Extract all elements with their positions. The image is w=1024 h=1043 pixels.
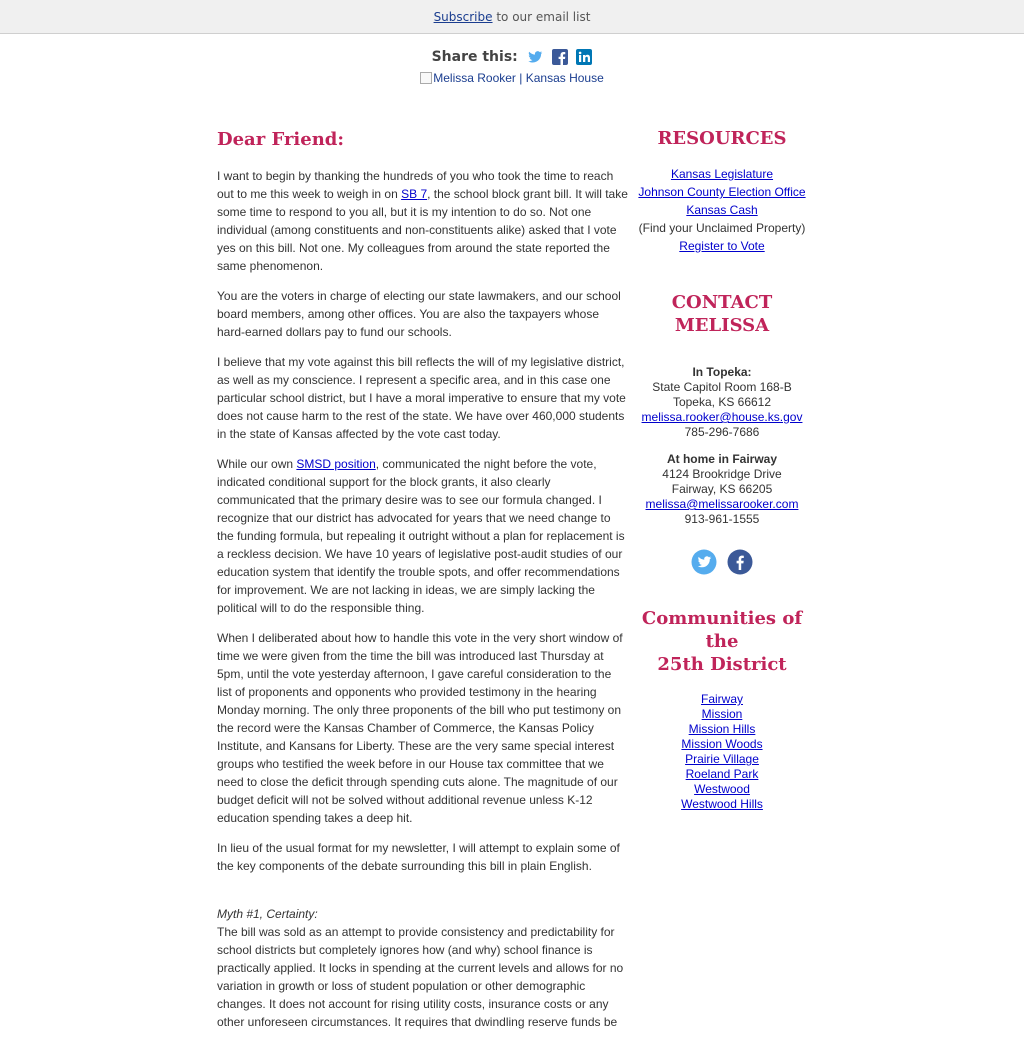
letter-paragraph: The bill was sold as an attempt to provide consistency and predictability for school districts but completely ignores how (and why) school finance is practically applied. It locks in spending at the current levels and allows for no variation in growth or loss of student population or other demographic changes. It does not account for rising utility costs, insurance costs or any other unforeseen circumstances. It requires that dwindling reserve funds be xyxy=(217,925,624,1029)
letter-paragraph: In lieu of the usual format for my newsletter, I will attempt to explain some of the key components of the debate surrounding this bill in plain English. xyxy=(217,841,620,873)
share-label: Share this: xyxy=(431,49,518,65)
community-link[interactable]: Mission Hills xyxy=(688,722,756,736)
community-link[interactable]: Westwood Hills xyxy=(681,797,763,811)
letter-paragraph: You are the voters in charge of electing our state lawmakers, and our school board members, among other offices. You are also the taxpayers whose hard-earned dollars pay to fund our schools. xyxy=(217,289,621,339)
kansas-cash-link[interactable]: Kansas Cash xyxy=(686,203,758,217)
resources-heading: RESOURCES xyxy=(657,128,787,149)
letter-paragraph: I want to begin by thanking the hundreds of you who took the time to reach out to me this week to weigh in on SB 7, the school block grant bill. It will take some time to respond to you all, but it is my intention to do so. Not one individual (among constituents and non-constituents alike) asked that I vote yes on this bill. Not one. My colleagues from around the state reported the same phenomenon. xyxy=(217,169,628,273)
greeting-heading: Dear Friend: xyxy=(217,129,345,150)
twitter-icon[interactable] xyxy=(691,549,717,575)
home-line1: 4124 Brookridge Drive xyxy=(662,467,782,481)
sidebar xyxy=(636,127,808,812)
letter-paragraph: I believe that my vote against this bill reflects the will of my legislative district, as well as my conscience. I represent a specific area, and in this case one particular school district, but I have a moral imperative to ensure that my vote does not cause harm to the rest of the state. We have over 460,000 students in the state of Kansas affected by the vote cast today. xyxy=(217,355,626,441)
resources-list xyxy=(636,165,808,255)
twitter-icon[interactable] xyxy=(527,49,543,65)
contact-heading: CONTACT MELISSA xyxy=(671,292,773,336)
home-line2: Fairway, KS 66205 xyxy=(671,482,773,496)
home-phone: 913-961-1555 xyxy=(684,512,760,526)
subscribe-text: to our email list xyxy=(492,10,591,24)
broken-image-icon xyxy=(420,72,432,84)
community-link[interactable]: Westwood xyxy=(694,782,750,796)
home-address xyxy=(636,452,808,527)
share-bar xyxy=(0,49,1024,69)
community-link[interactable]: Fairway xyxy=(700,692,743,706)
facebook-icon[interactable] xyxy=(552,49,568,65)
community-link[interactable]: Prairie Village xyxy=(685,752,759,766)
unclaimed-property-note: (Find your Unclaimed Property) xyxy=(638,221,806,235)
communities-heading: Communities of the 25th District xyxy=(641,608,803,675)
letter-paragraph: When I deliberated about how to handle this vote in the very short window of time we were given from the time the bill was introduced last Thursday at 5pm, until the vote yesterday afternoon, I gave careful consideration to the list of proponents and opponents who provided testimony in the hearing Monday morning. The only three proponents of the bill who put testimony on the record were the Kansas Chamber of Commerce, the Kansas Policy Institute, and Kansans for Liberty. These are the very same special interest groups who testified the week before in our House tax committee that we need to close the deficit through spending cuts alone. The magnitude of our budget deficit will not be solved without additional revenue unless K-12 education spending takes a deep hit. xyxy=(217,631,623,825)
subscribe-bar xyxy=(0,0,1024,34)
communities-list xyxy=(636,692,808,812)
home-email-link[interactable]: melissa@melissarooker.com xyxy=(645,497,799,511)
topeka-line1: State Capitol Room 168-B xyxy=(652,380,792,394)
community-link[interactable]: Mission xyxy=(701,707,743,721)
community-link[interactable]: Roeland Park xyxy=(685,767,759,781)
topeka-address xyxy=(636,365,808,440)
kansas-legislature-link[interactable]: Kansas Legislature xyxy=(670,167,774,181)
linkedin-icon[interactable] xyxy=(576,49,592,65)
topeka-phone: 785-296-7686 xyxy=(684,425,760,439)
letter-paragraph: While our own SMSD position, communicated the night before the vote, indicated conditional support for the block grants, it also clearly communicated that the primary desire was to see our formula changed. I recognize that our district has advocated for years that we need change to the funding formula, but repealing it outright without a plan for replacement is a reckless decision. We have 10 years of legislative post-audit studies of our education system that identify the trouble spots, and offer recommendations for improvement. We are not lacking in ideas, we are simply lacking the political will to do the responsible thing. xyxy=(217,457,625,615)
facebook-icon[interactable] xyxy=(727,549,753,575)
topeka-heading: In Topeka: xyxy=(692,365,752,379)
banner-alt-text[interactable]: Melissa Rooker | Kansas House xyxy=(433,71,604,85)
sb7-link[interactable]: SB 7 xyxy=(401,187,428,201)
contact-social-icons xyxy=(636,549,808,575)
header-banner-image xyxy=(0,71,1024,87)
topeka-line2: Topeka, KS 66612 xyxy=(672,395,772,409)
register-to-vote-link[interactable]: Register to Vote xyxy=(679,239,765,253)
topeka-email-link[interactable]: melissa.rooker@house.ks.gov xyxy=(641,410,803,424)
smsd-position-link[interactable]: SMSD position xyxy=(296,457,376,471)
home-heading: At home in Fairway xyxy=(666,452,778,466)
community-link[interactable]: Mission Woods xyxy=(681,737,763,751)
election-office-link[interactable]: Johnson County Election Office xyxy=(638,185,806,199)
myth-heading: Myth #1, Certainty: xyxy=(217,907,318,921)
letter-column xyxy=(217,127,629,1043)
subscribe-link[interactable]: Subscribe xyxy=(433,10,493,24)
